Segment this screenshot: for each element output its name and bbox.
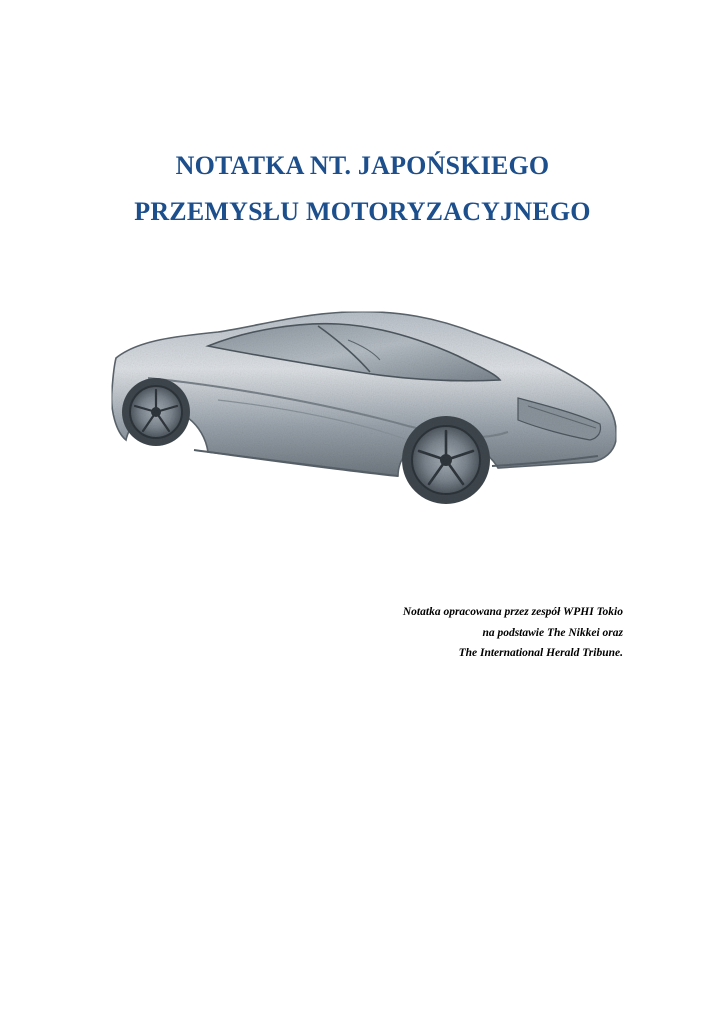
credit-line-1: Notatka opracowana przez zespół WPHI Tokio	[402, 606, 623, 618]
credits-block	[403, 602, 623, 664]
credit-line-2: na podstawie The Nikkei oraz	[482, 626, 623, 639]
title-line-1: NOTATKA NT. JAPOŃSKIEGO	[175, 151, 550, 180]
credit-line-3: The International Herald Tribune.	[458, 647, 623, 659]
car-illustration	[108, 300, 620, 510]
document-title	[0, 143, 725, 235]
title-line-2: PRZEMYSŁU MOTORYZACYJNEGO	[134, 197, 591, 226]
